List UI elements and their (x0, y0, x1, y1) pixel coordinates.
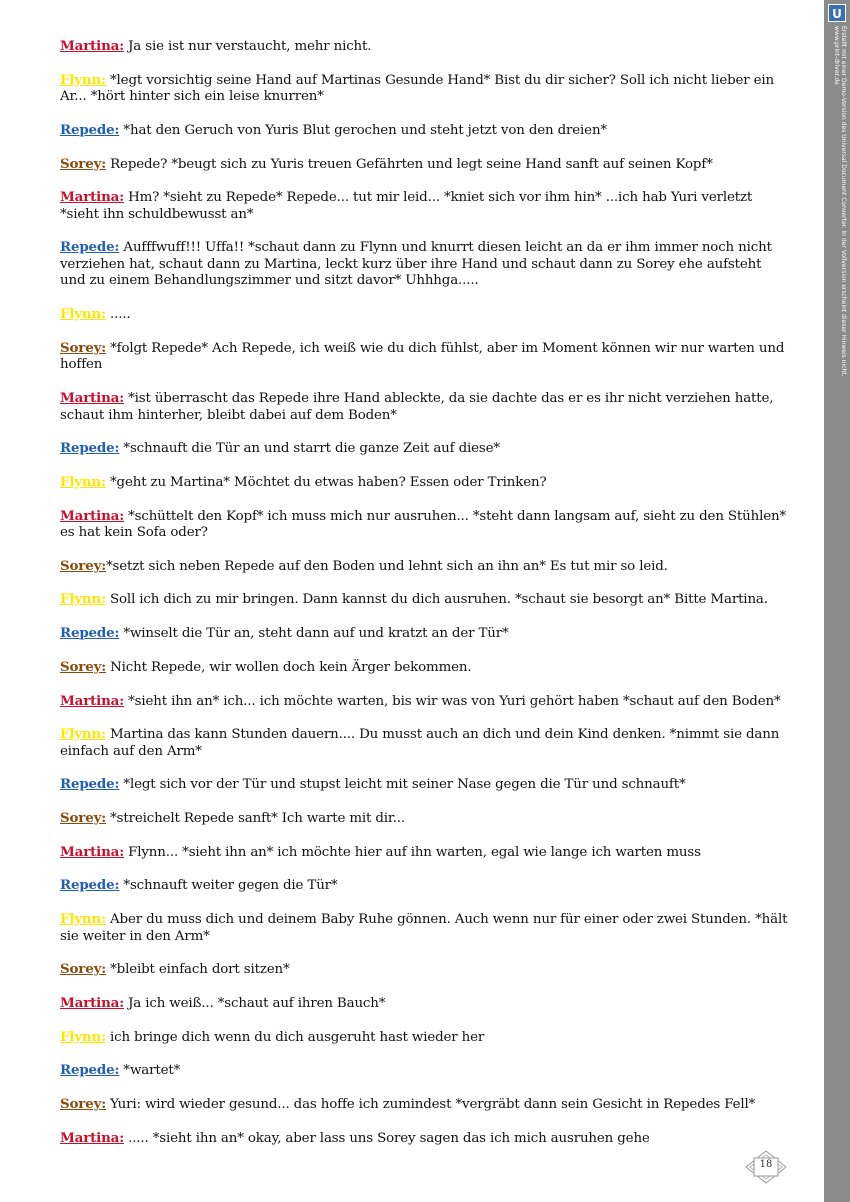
dialogue-line (60, 776, 790, 794)
dialogue-text: *streichelt Repede sanft* Ich warte mit dir... (106, 811, 406, 827)
speaker-name: Sorey: (60, 961, 106, 978)
dialogue-text: Aufffwuff!!! Uffa!! *schaut dann zu Flynn und knurrt diesen leicht an da er ihm immer noch nicht verziehen hat, schaut dann zu Martina, leckt kurz über ihre Hand und schaut dann zu Sorey ehe aufsteht und zu einem Behandlungszimmer und sitzt davor* Uhhhga..... (60, 240, 772, 289)
dialogue-line (60, 72, 790, 106)
dialogue-text: ..... *sieht ihn an* okay, aber lass uns Sorey sagen das ich mich ausruhen gehe (123, 1130, 650, 1146)
dialogue-text: *winselt die Tür an, steht dann auf und kratzt an der Tür* (119, 626, 509, 642)
speaker-name: Flynn: (60, 1028, 106, 1045)
dialogue-line (60, 508, 790, 542)
speaker-name: Martina: (60, 843, 124, 860)
dialogue-text: *schnauft die Tür an und starrt die ganze Zeit auf diese* (119, 441, 500, 457)
dialogue-line (60, 558, 790, 576)
dialogue-line (60, 440, 790, 458)
dialogue-line (60, 474, 790, 492)
dialogue-text: *geht zu Martina* Möchtet du etwas haben? Essen oder Trinken? (105, 474, 547, 490)
dialogue-text: Ja ich weiß... *schaut auf ihren Bauch* (123, 996, 386, 1011)
speaker-name: Sorey: (60, 557, 106, 574)
dialogue-text: Soll ich dich zu mir bringen. Dann kannst du dich ausruhen. *schaut sie besorgt an* Bitte Martina. (105, 592, 768, 608)
dialogue-text: Hm? *sieht zu Repede* Repede... tut mir leid... *kniet sich vor ihm hin* ...ich hab Yuri verletzt *sieht ihn schuldbewusst an* (60, 190, 753, 222)
dialogue-line (60, 189, 790, 223)
speaker-name: Martina: (60, 1129, 124, 1146)
dialogue-text: *wartet* (119, 1063, 181, 1079)
document-body (60, 38, 790, 1163)
dialogue-text: Yuri: wird wieder gesund... das hoffe ich zumindest *vergräbt dann sein Gesicht in Repedes Fell* (106, 1097, 756, 1113)
dialogue-text: *ist überrascht das Repede ihre Hand ableckte, da sie dachte das er es ihr nicht verziehen hatte, schaut ihm hinterher, bleibt dabei auf dem Boden* (60, 391, 774, 423)
speaker-name: Flynn: (60, 71, 106, 88)
dialogue-line (60, 340, 790, 374)
dialogue-line (60, 911, 790, 945)
dialogue-line (60, 693, 790, 711)
dialogue-text: *setzt sich neben Repede auf den Boden und lehnt sich an ihn an* Es tut mir so leid. (106, 558, 668, 574)
dialogue-text: Flynn... *sieht ihn an* ich möchte hier auf ihn warten, egal wie lange ich warten muss (123, 844, 701, 860)
converter-logo-icon: U (828, 4, 846, 22)
speaker-name: Sorey: (60, 1096, 106, 1113)
speaker-name: Flynn: (60, 473, 106, 490)
demo-watermark-sidebar (824, 0, 850, 1202)
speaker-name: Martina: (60, 38, 124, 54)
page-number: 18 (759, 1159, 773, 1170)
speaker-name: Martina: (60, 995, 124, 1011)
dialogue-line (60, 306, 790, 324)
speaker-name: Sorey: (60, 155, 106, 172)
demo-watermark-text: Erstellt mit einer Demo-Version des Universal Document Converter. In der Vollversion erscheint dieser Hinweis nicht. www.print-driver.de (833, 26, 847, 377)
dialogue-line (60, 810, 790, 828)
dialogue-text: Martina das kann Stunden dauern.... Du musst auch an dich und dein Kind denken. *nimmt sie dann einfach auf den Arm* (60, 727, 780, 759)
speaker-name: Repede: (60, 1062, 120, 1079)
speaker-name: Flynn: (60, 911, 106, 928)
speaker-name: Sorey: (60, 658, 106, 675)
speaker-name: Flynn: (60, 306, 106, 323)
dialogue-text: Repede? *beugt sich zu Yuris treuen Gefährten und legt seine Hand sanft auf seinen Kopf* (106, 156, 713, 172)
speaker-name: Flynn: (60, 726, 106, 743)
dialogue-text: *sieht ihn an* ich... ich möchte warten, bis wir was von Yuri gehört haben *schaut auf den Boden* (123, 693, 781, 709)
dialogue-text: Nicht Repede, wir wollen doch kein Ärger bekommen. (106, 659, 472, 675)
dialogue-line (60, 844, 790, 862)
dialogue-text: *schüttelt den Kopf* ich muss mich nur ausruhen... *steht dann langsam auf, sieht zu den Stühlen* es hat kein Sofa oder? (60, 508, 787, 541)
speaker-name: Repede: (60, 877, 120, 894)
dialogue-line (60, 390, 790, 424)
page-number-badge (745, 1150, 787, 1184)
dialogue-line (60, 1029, 790, 1047)
speaker-name: Repede: (60, 776, 120, 793)
dialogue-text: ..... (105, 307, 131, 323)
dialogue-line (60, 239, 790, 290)
speaker-name: Flynn: (60, 591, 106, 608)
dialogue-text: *legt vorsichtig seine Hand auf Martinas Gesunde Hand* Bist du dir sicher? Soll ich nicht lieber ein Ar... *hört hinter sich ein leise knurren* (60, 72, 775, 105)
dialogue-text: Ja sie ist nur verstaucht, mehr nicht. (123, 39, 372, 54)
speaker-name: Sorey: (60, 339, 106, 356)
dialogue-text: *legt sich vor der Tür und stupst leicht mit seiner Nase gegen die Tür und schnauft* (119, 777, 686, 793)
dialogue-line (60, 1096, 790, 1114)
dialogue-line (60, 659, 790, 677)
speaker-name: Martina: (60, 507, 124, 524)
dialogue-text: ich bringe dich wenn du dich ausgeruht hast wieder her (105, 1029, 485, 1045)
dialogue-text: *bleibt einfach dort sitzen* (106, 962, 290, 978)
dialogue-text: Aber du muss dich und deinem Baby Ruhe gönnen. Auch wenn nur für einer oder zwei Stunden. *hält sie weiter in den Arm* (60, 912, 788, 944)
dialogue-line (60, 122, 790, 140)
dialogue-line (60, 38, 790, 56)
speaker-name: Repede: (60, 121, 120, 138)
dialogue-line (60, 995, 790, 1013)
dialogue-text: *hat den Geruch von Yuris Blut gerochen und steht jetzt von den dreien* (119, 122, 607, 138)
dialogue-line (60, 156, 790, 174)
dialogue-line (60, 625, 790, 643)
dialogue-line (60, 1062, 790, 1080)
speaker-name: Martina: (60, 692, 124, 709)
dialogue-line (60, 1130, 790, 1148)
dialogue-line (60, 591, 790, 609)
speaker-name: Sorey: (60, 810, 106, 827)
dialogue-text: *folgt Repede* Ach Repede, ich weiß wie du dich fühlst, aber im Moment können wir nur warten und hoffen (60, 340, 785, 373)
speaker-name: Martina: (60, 189, 124, 206)
speaker-name: Martina: (60, 390, 124, 406)
dialogue-text: *schnauft weiter gegen die Tür* (119, 878, 338, 894)
speaker-name: Repede: (60, 625, 120, 642)
speaker-name: Repede: (60, 440, 120, 457)
dialogue-line (60, 877, 790, 895)
speaker-name: Repede: (60, 239, 120, 256)
dialogue-line (60, 961, 790, 979)
dialogue-line (60, 726, 790, 760)
